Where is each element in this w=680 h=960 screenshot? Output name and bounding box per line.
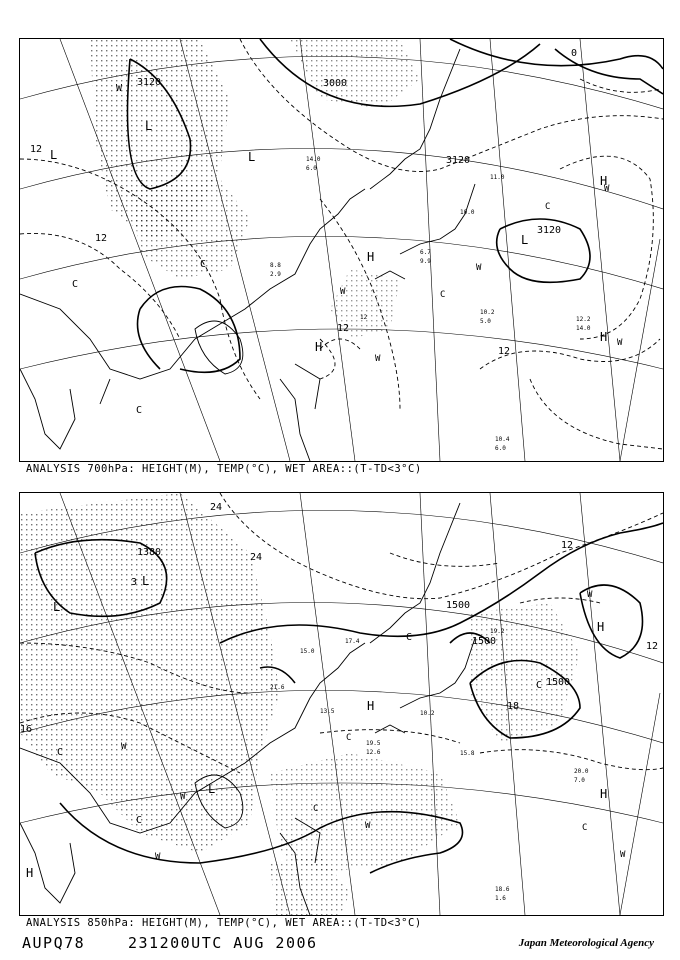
cold-label: C — [136, 815, 143, 826]
chart-code: AUPQ78 — [22, 934, 86, 952]
coastline — [20, 49, 475, 461]
contour-label: 12 — [561, 540, 574, 551]
low-pressure-label: L — [53, 600, 61, 614]
station-value: 2.9 — [270, 271, 281, 278]
high-pressure-label: H — [600, 174, 608, 188]
high-pressure-label: H — [600, 787, 608, 801]
station-value: 12.2 — [576, 316, 591, 323]
agency-name: Japan Meteorological Agency — [518, 937, 654, 949]
warm-label: W — [476, 263, 482, 273]
contour-label: 18 — [507, 701, 520, 712]
warm-label: W — [340, 287, 346, 297]
warm-label: W — [116, 83, 123, 94]
panel-caption-850hpa: ANALYSIS 850hPa: HEIGHT(M), TEMP(°C), WET AREA::(T-TD<3°C) — [26, 917, 422, 929]
contour-label: 12 — [498, 346, 511, 357]
warm-label: W — [620, 850, 626, 860]
warm-label: W — [617, 338, 623, 348]
station-value: 10.2 — [480, 309, 495, 316]
low-pressure-label: L — [145, 119, 153, 133]
high-pressure-label: H — [26, 866, 34, 880]
high-pressure-label: H — [597, 620, 605, 634]
contour-label: 0 — [571, 48, 578, 59]
wet-area — [130, 179, 250, 279]
valid-datetime: 231200UTC AUG 2006 — [128, 934, 318, 952]
cold-label: C — [346, 733, 352, 743]
cold-label: C — [313, 804, 319, 814]
station-value: 8.8 — [270, 262, 281, 269]
map-700hpa-drawing — [20, 39, 663, 461]
warm-label: W — [604, 184, 610, 194]
station-value: 6.0 — [495, 445, 506, 452]
station-value: 18.6 — [495, 886, 510, 893]
contour-label: 12 — [30, 144, 43, 155]
contour-label: 24 — [210, 502, 223, 513]
contour-label: 3120 — [446, 155, 471, 166]
contour-label: 24 — [250, 552, 263, 563]
cold-label: C — [136, 405, 143, 416]
contour-label: 16 — [20, 724, 33, 735]
warm-label: W — [180, 792, 186, 802]
station-value: 10.0 — [460, 209, 475, 216]
contour-label: 12 — [646, 641, 659, 652]
wet-area — [290, 39, 420, 109]
contour-label: 3000 — [323, 78, 348, 89]
station-value: 1.6 — [495, 895, 506, 902]
low-pressure-label: L — [521, 233, 529, 247]
cold-label: C — [545, 202, 551, 212]
contour-label: 12 — [337, 323, 350, 334]
high-pressure-label: H — [367, 250, 375, 264]
warm-label: W — [155, 852, 161, 862]
low-pressure-label: L — [208, 782, 216, 796]
warm-label: W — [375, 354, 381, 364]
station-value: 10.2 — [420, 710, 435, 717]
map-850hpa-drawing — [20, 493, 663, 915]
contour-label: 1500 — [546, 677, 571, 688]
station-plots — [270, 156, 591, 452]
cold-label: C — [57, 747, 64, 758]
contour-label: 1500 — [472, 636, 497, 647]
high-pressure-label: H — [315, 340, 323, 354]
station-value: 13.5 — [320, 708, 335, 715]
station-value: 19.5 — [366, 740, 381, 747]
station-value: 9.9 — [420, 258, 431, 265]
contour-label: 12 — [95, 233, 108, 244]
warm-label: W — [365, 821, 371, 831]
cold-label: C — [582, 823, 588, 833]
cold-label: C — [72, 279, 79, 290]
cold-label: C — [536, 680, 543, 691]
station-value: 12.6 — [366, 749, 381, 756]
cold-label: C — [406, 632, 413, 643]
station-value: 6.7 — [420, 249, 431, 256]
station-value: 15.0 — [300, 648, 315, 655]
contour-label: 3120 — [137, 77, 162, 88]
wet-area — [470, 603, 580, 743]
contour-label: 1380 — [137, 547, 162, 558]
panel-caption-700hpa: ANALYSIS 700hPa: HEIGHT(M), TEMP(°C), WET AREA::(T-TD<3°C) — [26, 463, 422, 475]
high-pressure-label: H — [600, 330, 608, 344]
station-value: 12 — [360, 314, 368, 321]
cold-label: C — [200, 259, 207, 270]
high-pressure-label: H — [367, 699, 375, 713]
map-panel-850hpa — [19, 492, 664, 916]
station-value: 14.0 — [306, 156, 321, 163]
station-value: 15.8 — [460, 750, 475, 757]
station-value: 21.6 — [270, 684, 285, 691]
station-value: 17.4 — [345, 638, 360, 645]
contour-label: 3120 — [537, 225, 562, 236]
cold-label: C — [440, 290, 446, 300]
contour-label: 1500 — [446, 600, 471, 611]
warm-label: W — [121, 742, 127, 752]
contour-label: 3 — [131, 577, 138, 588]
map-panel-700hpa — [19, 38, 664, 462]
warm-label: W — [587, 590, 593, 600]
low-pressure-label: L — [142, 574, 150, 588]
low-pressure-label: L — [248, 150, 256, 164]
low-pressure-label: L — [50, 148, 58, 162]
station-value: 5.0 — [480, 318, 491, 325]
station-value: 6.0 — [306, 165, 317, 172]
station-value: 7.0 — [574, 777, 585, 784]
station-value: 10.4 — [495, 436, 510, 443]
station-value: 11.0 — [490, 174, 505, 181]
station-value: 19.2 — [490, 628, 505, 635]
station-value: 20.0 — [574, 768, 589, 775]
station-value: 14.0 — [576, 325, 591, 332]
